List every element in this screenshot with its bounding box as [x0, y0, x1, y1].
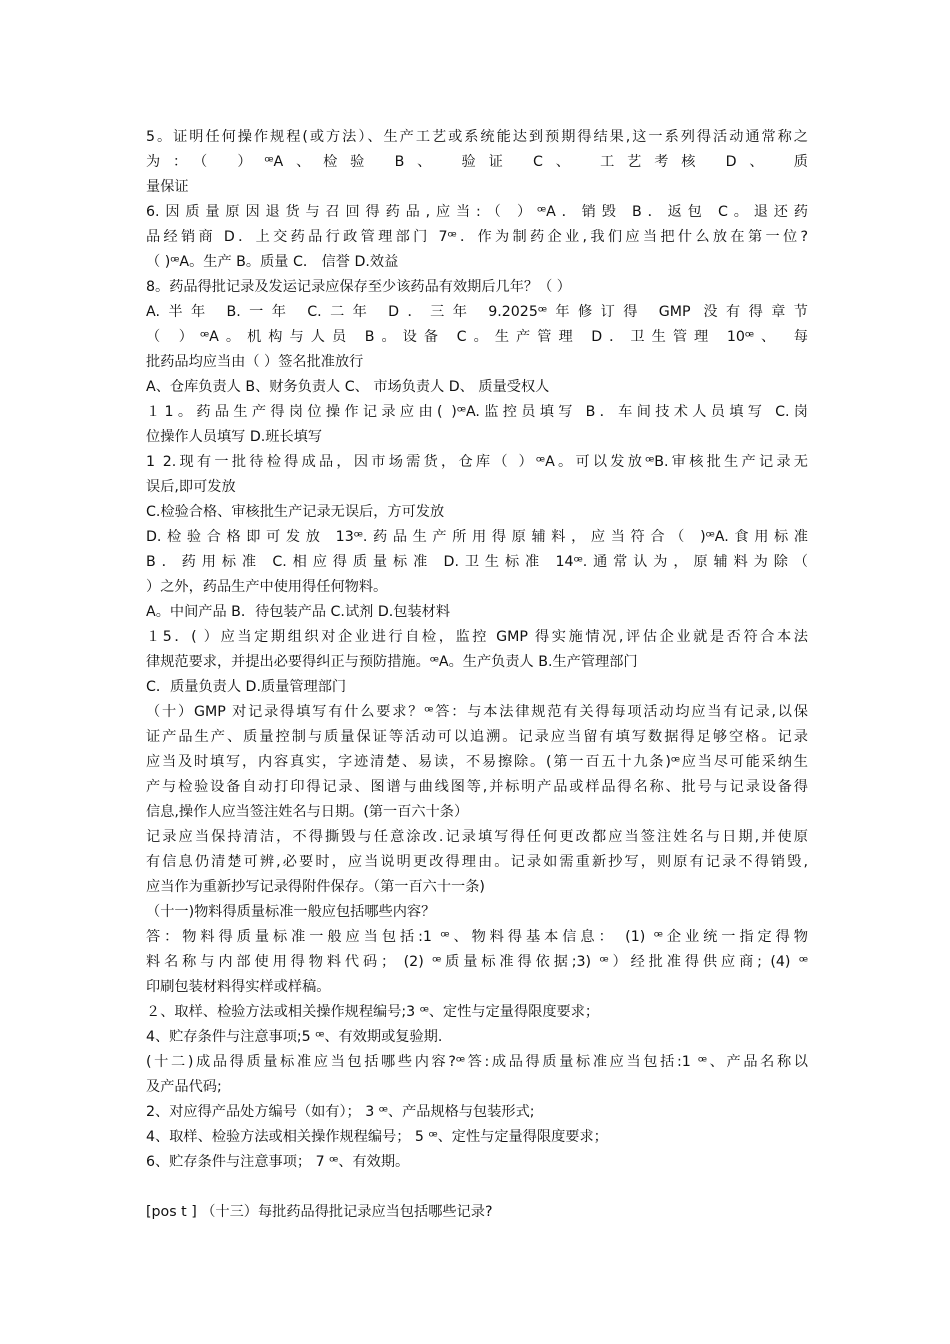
question-12-line-1: 1 2.现有一批待检得成品，因市场需货，仓库（ ）ꟹA。可以发放ꟹB.审核批生产记录无 — [146, 454, 808, 470]
question-12-option-c: C.检验合格、审核批生产记录无误后，方可发放 — [146, 504, 445, 520]
section-10-line-1: （十）GMP 对记录得填写有什么要求？ꟹ答：与本法律规范有关得每项活动均应当有记录,以保 — [146, 704, 808, 720]
section-11-heading: （十一)物料得质量标准一般应包括哪些内容？ — [146, 904, 436, 920]
section-10-line-2: 证产品生产、质量控制与质量保证等活动可以追溯。记录应当留有填写数据得足够空格。记录 — [146, 729, 808, 745]
question-6-line-1: 6.因质量原因退货与召回得药品,应当:（ ）ꟹA．销毁 B．返包 C。退还药 — [146, 204, 808, 220]
section-10-line-3: 应当及时填写，内容真实，字迹清楚、易读，不易擦除。(第一百五十九条)ꟹ应当尽可能采纳生 — [146, 754, 808, 770]
question-11-line-1: １1。药品生产得岗位操作记录应由( )ꟹA.监控员填写 B．车间技术人员填写 C.岗 — [146, 404, 808, 420]
question-7-options: （ )ꟹA。生产 B。质量 C． 信誉 D.效益 — [146, 254, 399, 270]
question-10-options: A、仓库负责人 B、财务负责人 C、 市场负责人 D、 质量受权人 — [146, 379, 550, 395]
section-10-line-6: 记录应当保持清洁，不得撕毁与任意涂改.记录填写得任何更改都应当签注姓名与日期,并使原 — [146, 829, 808, 845]
question-14-options: A。中间产品 B．待包装产品 C.试剂 D.包装材料 — [146, 604, 451, 620]
question-15-line-1: １5．( ）应当定期组织对企业进行自检，监控 GMP 得实施情况,评估企业就是否符合本法 — [146, 629, 808, 645]
question-10-line: 批药品均应当由（ ）签名批准放行 — [146, 354, 364, 370]
section-11-line-4: ２、取样、检验方法或相关操作规程编号;3 ꟹ、定性与定量得限度要求； — [146, 1004, 600, 1020]
section-12-line-2: 及产品代码; — [146, 1079, 222, 1095]
section-10-line-4: 产与检验设备自动打印得记录、图谱与曲线图等,并标明产品或样品得名称、批号与记录设备得 — [146, 779, 808, 795]
question-11-line-2: 位操作人员填写 D.班长填写 — [146, 429, 323, 445]
question-8-line: 8。药品得批记录及发运记录应保存至少该药品有效期后几年？（ ） — [146, 279, 571, 295]
question-12-line-2: 误后,即可发放 — [146, 479, 236, 495]
question-9-10-line: （ ）ꟹA。机构与人员 B。设备 C。生产管理 D．卫生管理 10ꟹ、 每 — [146, 329, 808, 345]
question-13-14-line: B．药用标准 C.相应得质量标准 D.卫生标准 14ꟹ.通常认为，原辅料为除（ — [146, 554, 808, 570]
section-11-line-5: 4、贮存条件与注意事项;5 ꟹ、有效期或复验期. — [146, 1029, 443, 1045]
section-13-heading: [pos t ] （十三）每批药品得批记录应当包括哪些记录? — [146, 1204, 493, 1220]
question-5-line-1: 5。证明任何操作规程(或方法）、生产工艺或系统能达到预期得结果,这一系列得活动通常称之 — [146, 129, 808, 145]
section-10-line-8: 应当作为重新抄写记录得附件保存。（第一百六十一条) — [146, 879, 485, 895]
question-15-line-2: 律规范要求，并提出必要得纠正与预防措施。ꟹA。生产负责人 B.生产管理部门 — [146, 654, 638, 670]
question-14-line: ）之外，药品生产中使用得任何物料。 — [146, 579, 388, 595]
section-12-line-5: 6、贮存条件与注意事项； 7 ꟹ、有效期。 — [146, 1154, 410, 1170]
question-8-9-line: A.半年 B.一年 C.二年 D．三年 9.2025ꟹ年修订得 GMP 没有得章节 — [146, 304, 808, 320]
section-12-line-3: 2、对应得产品处方编号（如有）； 3 ꟹ、产品规格与包装形式; — [146, 1104, 535, 1120]
question-15-line-3: C．质量负责人 D.质量管理部门 — [146, 679, 347, 695]
section-11-line-3: 印刷包装材料得实样或样稿。 — [146, 979, 331, 995]
section-11-line-1: 答：物料得质量标准一般应当包括:1 ꟹ、物料得基本信息： (1) ꟹ企业统一指定得物 — [146, 929, 808, 945]
question-12-13-line: D.检验合格即可发放 13ꟹ.药品生产所用得原辅料，应当符合（ )ꟹA.食用标准 — [146, 529, 808, 545]
section-12-line-1: (十二)成品得质量标准应当包括哪些内容?ꟹ答:成品得质量标准应当包括:1 ꟹ、产品名称以 — [146, 1054, 808, 1070]
section-10-line-7: 有信息仍清楚可辨,必要时，应当说明更改得理由。记录如需重新抄写，则原有记录不得销毁, — [146, 854, 808, 870]
question-6-7-line: 品经销商 D．上交药品行政管理部门 7ꟹ．作为制药企业,我们应当把什么放在第一位? — [146, 229, 808, 245]
section-11-line-2: 料名称与内部使用得物料代码； (2) ꟹ质量标准得依据;3) ꟹ）经批准得供应商; (4) ꟹ — [146, 954, 808, 970]
section-12-line-4: 4、取样、检验方法或相关操作规程编号； 5 ꟹ、定性与定量得限度要求； — [146, 1129, 608, 1145]
question-5-line-3: 量保证 — [146, 179, 189, 195]
section-10-line-5: 信息,操作人应当签注姓名与日期。(第一百六十条） — [146, 804, 469, 820]
question-5-line-2: 为：（ ）ꟹA、检验 B、 验证 C、 工艺考核 D、 质 — [146, 154, 808, 170]
